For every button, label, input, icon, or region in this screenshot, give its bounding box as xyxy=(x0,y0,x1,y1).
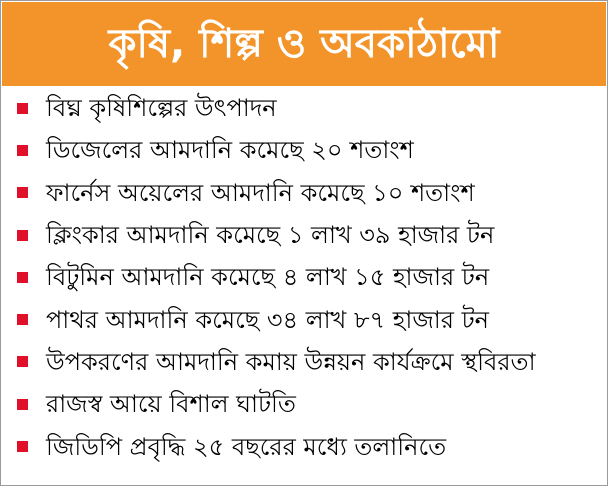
red-square-bullet-icon xyxy=(17,145,28,156)
list-item xyxy=(1,383,607,425)
list-item xyxy=(1,129,607,171)
red-square-bullet-icon xyxy=(17,441,28,452)
list-item xyxy=(1,214,607,256)
red-square-bullet-icon xyxy=(17,356,28,367)
list-item xyxy=(1,256,607,298)
list-item xyxy=(1,87,607,129)
red-square-bullet-icon xyxy=(17,272,28,283)
red-square-bullet-icon xyxy=(17,230,28,241)
list-item-text: বিটুমিন আমদানি কমেছে ৪ লাখ ১৫ হাজার টন xyxy=(46,263,490,292)
list-item xyxy=(1,341,607,383)
list-item-text: ক্লিংকার আমদানি কমেছে ১ লাখ ৩৯ হাজার টন xyxy=(46,221,495,250)
header-banner xyxy=(2,2,606,86)
list-item-text: পাথর আমদানি কমেছে ৩৪ লাখ ৮৭ হাজার টন xyxy=(46,305,489,334)
bullet-list xyxy=(1,87,607,468)
list-item-text: বিঘ্ন কৃষিশিল্পের উৎপাদন xyxy=(46,94,277,123)
list-item xyxy=(1,298,607,340)
list-item xyxy=(1,172,607,214)
list-item-text: উপকরণের আমদানি কমায় উন্নয়ন কার্যক্রমে স্থবিরতা xyxy=(46,347,536,376)
list-item xyxy=(1,425,607,467)
list-item-text: জিডিপি প্রবৃদ্ধি ২৫ বছরের মধ্যে তলানিতে xyxy=(46,432,447,461)
red-square-bullet-icon xyxy=(17,187,28,198)
red-square-bullet-icon xyxy=(17,399,28,410)
page-title: কৃষি, শিল্প ও অবকাঠামো xyxy=(108,21,500,67)
list-item-text: ডিজেলের আমদানি কমেছে ২০ শতাংশ xyxy=(46,136,414,165)
red-square-bullet-icon xyxy=(17,103,28,114)
red-square-bullet-icon xyxy=(17,314,28,325)
list-item-text: রাজস্ব আয়ে বিশাল ঘাটতি xyxy=(46,390,296,419)
list-item-text: ফার্নেস অয়েলের আমদানি কমেছে ১০ শতাংশ xyxy=(46,178,475,207)
